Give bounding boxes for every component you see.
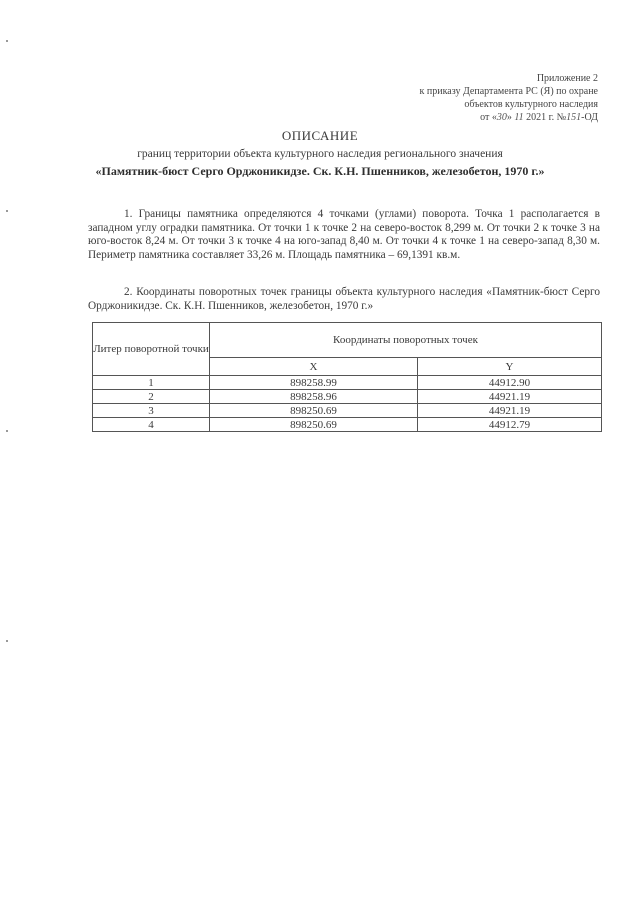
table-row [93,390,602,404]
cell-point: 4 [93,418,210,432]
order-number: 151 [566,112,582,123]
date-mid: » [506,112,515,123]
coordinates-table [92,322,602,432]
appendix-date-line [420,111,598,124]
header-x: X [210,358,418,376]
header-liter: Литер поворотной точки [93,323,210,376]
date-month: 11 [514,112,524,123]
cell-x: 898258.96 [210,390,418,404]
header-coordinates: Координаты поворотных точек [210,323,602,358]
header-y: Y [417,358,601,376]
cell-y: 44912.79 [417,418,601,432]
table-row [93,404,602,418]
cell-y: 44912.90 [417,376,601,390]
cell-x: 898250.69 [210,404,418,418]
table-row [93,418,602,432]
cell-point: 1 [93,376,210,390]
cell-x: 898250.69 [210,418,418,432]
document-subtitle: границ территории объекта культурного наследия регионального значения [137,148,503,160]
appendix-line-3: объектов культурного наследия [464,99,598,110]
cell-y: 44921.19 [417,404,601,418]
appendix-header [420,72,598,124]
cell-point: 3 [93,404,210,418]
paragraph-coordinates: 2. Координаты поворотных точек границы объекта культурного наследия «Памятник-бюст Серго Орджоникидзе. Ск. К.Н. Пшенников, железобетон, 1970 г.» [88,286,600,312]
cell-x: 898258.99 [210,376,418,390]
date-year: 2021 г. № [523,112,567,123]
order-suffix: -ОД [581,112,598,123]
cell-y: 44921.19 [417,390,601,404]
cell-point: 2 [93,390,210,404]
date-prefix: от « [480,112,497,123]
document-title: ОПИСАНИЕ [281,128,359,143]
monument-name: «Памятник-бюст Серго Орджоникидзе. Ск. К.Н. Пшенников, железобетон, 1970 г.» [95,164,545,178]
appendix-line-2: к приказу Департамента РС (Я) по охране [419,86,598,97]
paragraph-boundaries: 1. Границы памятника определяются 4 точками (углами) поворота. Точка 1 располагается в западном углу оградки памятника. От точки 1 к точке 2 на северо-восток 8,299 м. От точки 2 к точке 3 на юго-восток 8,24 м. От точки 3 к точке 4 на юго-запад 8,40 м. От точки 4 к точке 1 на северо-запад 8,30 м. Периметр памятника составляет 33,26 м. Площадь памятника – 69,1391 кв.м. [88,208,600,261]
table-row [93,376,602,390]
appendix-line-1: Приложение 2 [536,73,598,84]
date-day: 30 [496,112,507,123]
